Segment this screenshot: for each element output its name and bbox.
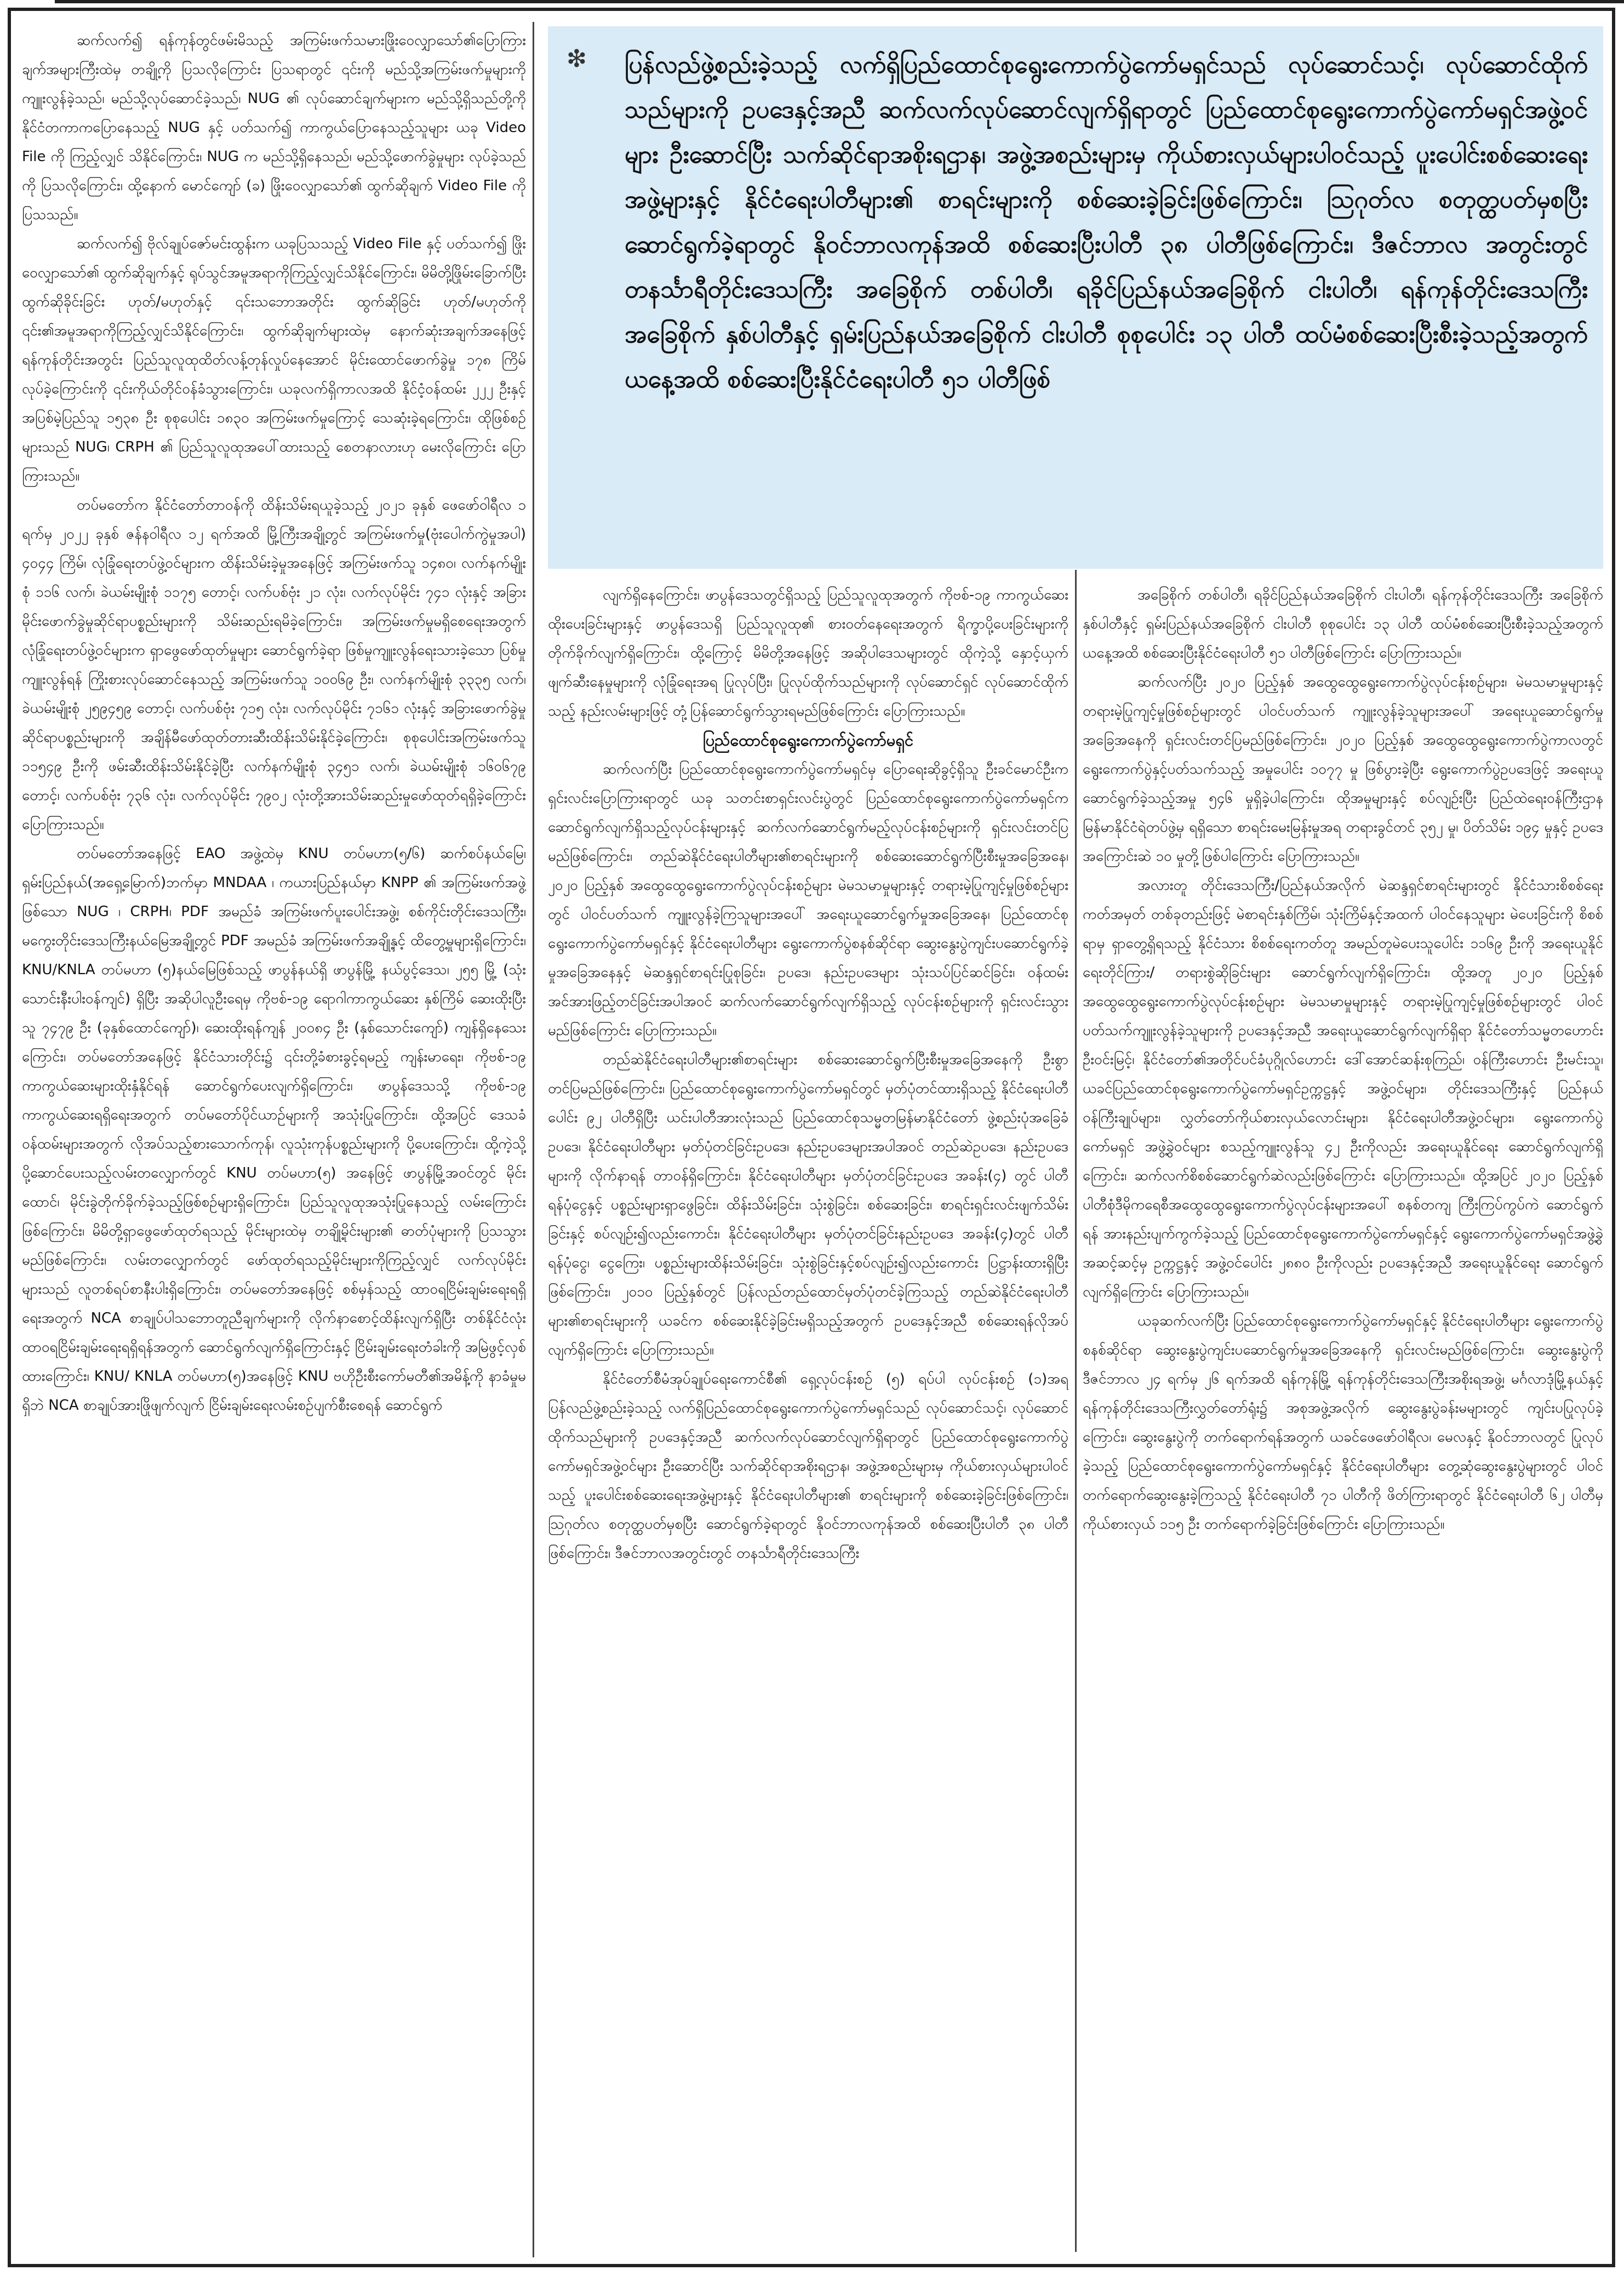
highlight-text: ပြန်လည်ဖွဲ့စည်းခဲ့သည့် လက်ရှိပြည်ထောင်စုရွေးကောက်ပွဲကော်မရှင်သည် လုပ်ဆောင်သင့်၊ လုပ်ဆောင်ထိုက်သည်များကို ဥပဒေနှင့်အညီ ဆက်လက်လုပ်ဆောင်လျက်ရှိရာတွင် ပြည်ထောင်စုရွေးကောက်ပွဲကော်မရှင်အဖွဲ့ဝင်များ ဦးဆောင်ပြီး သက်ဆိုင်ရာအစိုးရဌာန၊ အဖွဲ့အစည်းများမှ ကိုယ်စားလှယ်များပါဝင်သည့် ပူးပေါင်းစစ်ဆေးရေးအဖွဲ့များနှင့် နိုင်ငံရေးပါတီများ၏ စာရင်းများကို စစ်ဆေးခဲ့ခြင်းဖြစ်ကြောင်း၊ ဩဂုတ်လ စတုတ္ထပတ်မှစပြီး ဆောင်ရွက်ခဲ့ရာတွင် နိုဝင်ဘာလကုန်အထိ စစ်ဆေးပြီးပါတီ ၃၈ ပါတီဖြစ်ကြောင်း၊ ဒီဇင်ဘာလ အတွင်းတွင် တနင်္သာရီတိုင်းဒေသကြီး အခြေစိုက် တစ်ပါတီ၊ ရခိုင်ပြည်နယ်အခြေစိုက် ငါးပါတီ၊ ရန်ကုန်တိုင်းဒေသကြီး အခြေစိုက် နှစ်ပါတီနှင့် ရှမ်းပြည်နယ်အခြေစိုက် ငါးပါတီ စုစုပေါင်း ၁၃ ပါတီ ထပ်မံစစ်ဆေးပြီးစီးခဲ့သည့်အတွက် ယနေ့အထိ စစ်ဆေးပြီးနိုင်ငံရေးပါတီ ၅၁ ပါတီဖြစ် <box>625 51 1588 393</box>
paragraph: နိုင်ငံတော်စီမံအုပ်ချုပ်ရေးကောင်စီ၏ ရှေ့လုပ်ငန်းစဉ် (၅) ရပ်ပါ လုပ်ငန်းစဉ် (၁)အရ ပြန်လည်ဖွဲ့စည်းခဲ့သည့် လက်ရှိပြည်ထောင်စုရွေးကောက်ပွဲကော်မရှင်သည် လုပ်ဆောင်သင့်၊ လုပ်ဆောင်ထိုက်သည်များကို ဥပဒေနှင့်အညီ ဆက်လက်လုပ်ဆောင်လျက်ရှိရာတွင် ပြည်ထောင်စုရွေးကောက်ပွဲကော်မရှင်အဖွဲ့ဝင်များ ဦးဆောင်ပြီး သက်ဆိုင်ရာအစိုးရဌာန၊ အဖွဲ့အစည်းများမှ ကိုယ်စားလှယ်များပါဝင်သည့် ပူးပေါင်းစစ်ဆေးရေးအဖွဲ့များနှင့် နိုင်ငံရေးပါတီများ၏ စာရင်းများကို စစ်ဆေးခဲ့ခြင်းဖြစ်ကြောင်း၊ ဩဂုတ်လ စတုတ္ထပတ်မှစပြီး ဆောင်ရွက်ခဲ့ရာတွင် နိုဝင်ဘာလကုန်အထိ စစ်ဆေးပြီးပါတီ ၃၈ ပါတီဖြစ်ကြောင်း၊ ဒီဇင်ဘာလအတွင်းတွင် တနင်္သာရီတိုင်းဒေသကြီး <box>548 1371 1068 1562</box>
paragraph: ဆက်လက်ပြီး ပြည်ထောင်စုရွေးကောက်ပွဲကော်မရှင်မှ ပြောရေးဆိုခွင့်ရှိသူ ဦးခင်မောင်ဦးက ရှင်းလင်းပြောကြားရာတွင် ယခု သတင်းစာရှင်းလင်းပွဲတွင် ပြည်ထောင်စုရွေးကောက်ပွဲကော်မရှင်က ဆောင်ရွက်လျက်ရှိသည့်လုပ်ငန်းများနှင့် ဆက်လက်ဆောင်ရွက်မည့်လုပ်ငန်းစဉ်များကို ရှင်းလင်းတင်ပြမည်ဖြစ်ကြောင်း၊ တည်ဆဲနိုင်ငံရေးပါတီများ၏စာရင်းများကို စစ်ဆေးဆောင်ရွက်ပြီးစီးမှုအခြေအနေ၊ ၂၀၂၀ ပြည့်နှစ် အထွေထွေရွေးကောက်ပွဲလုပ်ငန်းစဉ်များ မဲမသမာမှုများနှင့် တရားမဲ့ပြုကျင့်မှုဖြစ်စဉ်များတွင် ပါဝင်ပတ်သက် ကျူးလွန်ခဲ့ကြသူများအပေါ် အရေးယူဆောင်ရွက်မှုအခြေအနေ၊ ပြည်ထောင်စုရွေးကောက်ပွဲကော်မရှင်နှင့် နိုင်ငံရေးပါတီများ ရွေးကောက်ပွဲစနစ်ဆိုင်ရာ ဆွေးနွေးပွဲကျင်းပဆောင်ရွက်ခဲ့မှုအခြေအနေနှင့် မဲဆန္ဒရှင်စာရင်းပြုစုခြင်း၊ ဥပဒေ၊ နည်းဥပဒေများ သုံးသပ်ပြင်ဆင်ခြင်း၊ ဝန်ထမ်းအင်အားဖြည့်တင်ခြင်းအပါအဝင် ဆက်လက်ဆောင်ရွက်လျက်ရှိသည့် လုပ်ငန်းစဉ်များကို ရှင်းလင်းသွားမည်ဖြစ်ကြောင်း ပြောကြားသည်။ <box>548 761 1068 1039</box>
paragraph: တပ်မတော်အနေဖြင့် EAO အဖွဲ့ထဲမှ KNU တပ်မဟာ(၅/၆) ဆက်စပ်နယ်မြေ၊ ရှမ်းပြည်နယ်(အရှေ့မြောက်)ဘက်မှာ MNDAA ၊ ကယားပြည်နယ်မှာ KNPP ၏ အကြမ်းဖက်အဖွဲ့ဖြစ်သော NUG ၊ CRPH၊ PDF အမည်ခံ အကြမ်းဖက်ပူးပေါင်းအဖွဲ့၊ စစ်ကိုင်းတိုင်းဒေသကြီး၊ မကွေးတိုင်းဒေသကြီးနယ်မြေအချို့တွင် PDF အမည်ခံ အကြမ်းဖက်အချို့နှင့် ထိတွေ့မှုများရှိကြောင်း၊ KNU/KNLA တပ်မဟာ (၅)နယ်မြေဖြစ်သည့် ဖာပွန်နယ်ရှိ ဖာပွန်မြို့ နယ်ပွင့်ဒေသ၊ ၂၅၅ မြို့ (သုံးသောင်းနီးပါးဝန်ကျင်) ရှိပြီး အဆိုပါလူဦးရေမှ ကိုဗစ်-၁၉ ရောဂါကာကွယ်ဆေး နှစ်ကြိမ် ဆေးထိုးပြီးသူ ၇၄၇၉ ဦး (ခုနှစ်ထောင်ကျော်)၊ ဆေးထိုးရန်ကျန် ၂၀၀၈၄ ဦး (နှစ်သောင်းကျော်) ကျန်ရှိနေသေးကြောင်း၊ တပ်မတော်အနေဖြင့် နိုင်ငံသားတိုင်း၌ ၎င်းတို့ခံစားခွင့်ရမည့် ကျန်းမာရေး၊ ကိုဗစ်-၁၉ ကာကွယ်ဆေးများထိုးနှံနိုင်ရန် ဆောင်ရွက်ပေးလျက်ရှိကြောင်း၊ ဖာပွန်ဒေသသို့ ကိုဗစ်-၁၉ ကာကွယ်ဆေးရရှိရေးအတွက် တပ်မတော်ပိုင်ယာဉ်များကို အသုံးပြုကြောင်း၊ ထို့အပြင် ဒေသခံဝန်ထမ်းများအတွက် လိုအပ်သည့်စားသောက်ကုန်၊ လူသုံးကုန်ပစ္စည်းများကို ပို့ပေးကြောင်း၊ ထို့ကဲ့သို့ ပို့ဆောင်ပေးသည့်လမ်းတလျှောက်တွင် KNU တပ်မဟာ(၅) အနေဖြင့် ဖာပွန်မြို့အဝင်တွင် မိုင်းထောင်၊ မိုင်းခွဲတိုက်ခိုက်ခဲ့သည့်ဖြစ်စဉ်များရှိကြောင်း၊ ပြည်သူလူထုအသုံးပြုနေသည့် လမ်းကြောင်းဖြစ်ကြောင်း၊ မိမိတို့ရှာဖွေဖော်ထုတ်ရသည့် မိုင်းများထဲမှ တချို့မိုင်းများ၏ ဓာတ်ပုံများကို ပြသသွားမည်ဖြစ်ကြောင်း၊ လမ်းတလျှောက်တွင် ဖော်ထုတ်ရသည့်မိုင်းများကိုကြည့်လျှင် လက်လုပ်မိုင်းများသည် လူတစ်ရပ်စာနီးပါးရှိကြောင်း၊ တပ်မတော်အနေဖြင့် စစ်မှန်သည့် ထာဝရငြိမ်းချမ်းရေးရရှိရေးအတွက် NCA စာချုပ်ပါသဘောတူညီချက်များကို လိုက်နာစောင့်ထိန်းလျက်ရှိပြီး တစ်နိုင်ငံလုံး ထာဝရငြိမ်းချမ်းရေးရရှိရန်အတွက် ဆောင်ရွက်လျက်ရှိကြောင်းနှင့် ငြိမ်းချမ်းရေးတံခါးကို အမြဲဖွင့်လှစ်ထားကြောင်း၊ KNU/ KNLA တပ်မဟာ(၅)အနေဖြင့် KNU ဗဟိုဦးစီးကော်မတီ၏အမိန့်ကို နာခံမှုမရှိဘဲ NCA စာချုပ်အားဖြိုဖျက်လျက် ငြိမ်းချမ်းရေးလမ်းစဉ်ပျက်စီးစေရန် ဆောင်ရွက် <box>22 845 526 1414</box>
column-divider-2 <box>1075 570 1077 2252</box>
paragraph: လျက်ရှိနေကြောင်း၊ ဖာပွန်ဒေသတွင်ရှိသည့် ပြည်သူလူထုအတွက် ကိုဗစ်-၁၉ ကာကွယ်ဆေးထိုးပေးခြင်းများနှင့် ဖာပွန်ဒေသရှိ ပြည်သူလူထု၏ စားဝတ်နေရေးအတွက် ရိက္ခာပို့ပေးခြင်းများကို တိုက်ခိုက်လျက်ရှိကြောင်း၊ ထို့ကြောင့် မိမိတို့အနေဖြင့် အဆိုပါဒေသများတွင် ထိုကဲ့သို့ နှောင့်ယှက်ဖျက်ဆီးနေမှုများကို လုံခြုံရေးအရ ပြုလုပ်ပြီး၊ ပြုလုပ်ထိုက်သည်များကို လုပ်ဆောင်ရှင် လုပ်ဆောင်ထိုက်သည့် နည်းလမ်းများဖြင့် တုံ့ပြန်ဆောင်ရွက်သွားရမည်ဖြစ်ကြောင်း ပြောကြားသည်။ <box>548 587 1068 719</box>
paragraph: ဆက်လက်ပြီး ၂၀၂၀ ပြည့်နှစ် အထွေထွေရွေးကောက်ပွဲလုပ်ငန်းစဉ်များ၊ မဲမသမာမှုများနှင့် တရားမဲ့ပြုကျင့်မှုဖြစ်စဉ်များတွင် ပါဝင်ပတ်သက် ကျူးလွန်ခဲ့သူများအပေါ် အရေးယူဆောင်ရွက်မှုအခြေအနေကို ရှင်းလင်းတင်ပြမည်ဖြစ်ကြောင်း၊ ၂၀၂၀ ပြည့်နှစ် အထွေထွေရွေးကောက်ပွဲကာလတွင် ရွေးကောက်ပွဲနှင့်ပတ်သက်သည့် အမှုပေါင်း ၁၀၇၇ မှု ဖြစ်ပွားခဲ့ပြီး ရွေးကောက်ပွဲဥပဒေဖြင့် အရေးယူဆောင်ရွက်ခဲ့သည့်အမှု ၅၄၆ မှုရှိခဲ့ပါကြောင်း၊ ထိုအမှုများနှင့် စပ်လျဉ်းပြီး ပြည်ထဲရေးဝန်ကြီးဌာန မြန်မာနိုင်ငံရဲတပ်ဖွဲ့မှ ရရှိသော စာရင်းမေးမြန်းမှုအရ တရားခွင်တင် ၃၅၂ မှု၊ ပိတ်သိမ်း ၁၉၄ မှုနှင့် ဥပဒေအကြောင်းဆဲ ၁၀ မှုတို့ဖြစ်ပါကြောင်း ပြောကြားသည်။ <box>1083 674 1603 865</box>
column-c <box>1083 581 1603 2252</box>
paragraph: ဆက်လက်၍ ရန်ကုန်တွင်ဖမ်းမိသည့် အကြမ်းဖက်သမားဖြိုးဝေလျှာသော်၏ပြောကြားချက်အများကြီးထဲမှ တချို့ကို ပြသလိုကြောင်း ပြသရာတွင် ၎င်းကို မည်သို့အကြမ်းဖက်မှုများကို ကျူးလွန်ခဲ့သည်၊ မည်သို့လုပ်ဆောင်ခဲ့သည်၊ NUG ၏ လုပ်ဆောင်ချက်များက မည်သို့ရှိသည်တို့ကို နိုင်ငံတကာကပြောနေသည့် NUG နှင့် ပတ်သက်၍ ကာကွယ်ပြောနေသည့်သူများ ယခု Video File ကို ကြည့်လျှင် သိနိုင်ကြောင်း၊ NUG က မည်သို့ရှိနေသည်၊ မည်သို့ဖောက်ခွဲမှုများ လုပ်ခဲ့သည်ကို ပြသလိုကြောင်း၊ ထို့နောက် မောင်ကျော် (ခ) ဖြိုးဝေလျှာသော်၏ ထွက်ဆိုချက် Video File ကို ပြသသည်။ <box>22 32 526 223</box>
section-subhead: ပြည်ထောင်စုရွေးကောက်ပွဲကော်မရှင် <box>702 731 914 750</box>
column-divider-1 <box>533 22 534 2257</box>
column-a <box>22 26 526 2251</box>
paragraph: အခြေစိုက် တစ်ပါတီ၊ ရခိုင်ပြည်နယ်အခြေစိုက် ငါးပါတီ၊ ရန်ကုန်တိုင်းဒေသကြီး အခြေစိုက် နှစ်ပါတီနှင့် ရှမ်းပြည်နယ်အခြေစိုက် ငါးပါတီ စုစုပေါင်း ၁၃ ပါတီ ထပ်မံစစ်ဆေးပြီးစီးခဲ့သည့်အတွက် ယနေ့အထိ စစ်ဆေးပြီးနိုင်ငံရေးပါတီ ၅၁ ပါတီဖြစ်ကြောင်း ပြောကြားသည်။ <box>1083 587 1603 661</box>
column-b <box>548 581 1068 2252</box>
highlight-mark-icon: ❇ <box>567 45 587 73</box>
highlight-box <box>548 26 1603 569</box>
paragraph: အလားတူ တိုင်းဒေသကြီး/ပြည်နယ်အလိုက် မဲဆန္ဒရှင်စာရင်းများတွင် နိုင်ငံသားစိစစ်ရေးကတ်အမှတ် တစ်ခုတည်းဖြင့် မဲစာရင်းနှစ်ကြိမ်၊ သုံးကြိမ်နှင့်အထက် ပါဝင်နေသူများ မဲပေးခြင်းကို စိစစ်ရာမှ ရှာတွေ့ရှိရသည့် နိုင်ငံသား စိစစ်ရေးကတ်တူ အမည်တူမဲပေးသူပေါင်း ၁၁၆၉ ဦးကို အရေးယူနိုင်ရေးတိုင်ကြား/ တရားစွဲဆိုခြင်းများ ဆောင်ရွက်လျက်ရှိကြောင်း၊ ထို့အတူ ၂၀၂၀ ပြည့်နှစ် အထွေထွေရွေးကောက်ပွဲလုပ်ငန်းစဉ်များ မဲမသမာမှုများနှင့် တရားမဲ့ပြုကျင့်မှုဖြစ်စဉ်များတွင် ပါဝင်ပတ်သက်ကျူးလွန်ခဲ့သူများကို ဥပဒေနှင့်အညီ အရေးယူဆောင်ရွက်လျက်ရှိရာ နိုင်ငံတော်သမ္မတဟောင်း ဦးဝင်းမြင့်၊ နိုင်ငံတော်၏အတိုင်ပင်ခံပုဂ္ဂိုလ်ဟောင်း ဒေါ်အောင်ဆန်းစုကြည်၊ ဝန်ကြီးဟောင်း ဦးမင်းသူ၊ ယခင်ပြည်ထောင်စုရွေးကောက်ပွဲကော်မရှင်ဥက္ကဋ္ဌနှင့် အဖွဲ့ဝင်များ၊ တိုင်းဒေသကြီးနှင့် ပြည်နယ်ဝန်ကြီးချုပ်များ၊ လွှတ်တော်ကိုယ်စားလှယ်လောင်းများ၊ နိုင်ငံရေးပါတီအဖွဲ့ဝင်များ၊ ရွေးကောက်ပွဲကော်မရှင် အဖွဲ့ခွဲဝင်များ စသည့်ကျူးလွန်သူ ၄၂ ဦးကိုလည်း အရေးယူနိုင်ရေး ဆောင်ရွက်လျက်ရှိကြောင်း၊ ဆက်လက်စိစစ်ဆောင်ရွက်ဆဲလည်းဖြစ်ကြောင်း ပြောကြားသည်။ ထို့အပြင် ၂၀၂၀ ပြည့်နှစ် ပါတီစုံဒီမိုကရေစီအထွေထွေရွေးကောက်ပွဲလုပ်ငန်းများအပေါ် စနစ်တကျ ကြီးကြပ်ကွပ်ကဲ ဆောင်ရွက်ရန် အားနည်းပျက်ကွက်ခဲ့သည့် ပြည်ထောင်စုရွေးကောက်ပွဲကော်မရှင်နှင့် ရွေးကောက်ပွဲကော်မရှင်အဖွဲ့ခွဲအဆင့်ဆင့်မှ ဥက္ကဋ္ဌနှင့် အဖွဲ့ဝင်ပေါင်း ၂၈၈၀ ဦးကိုလည်း ဥပဒေနှင့်အညီ အရေးယူနိုင်ရေး ဆောင်ရွက်လျက်ရှိကြောင်း ပြောကြားသည်။ <box>1083 877 1603 1300</box>
paragraph: တည်ဆဲနိုင်ငံရေးပါတီများ၏စာရင်းများ စစ်ဆေးဆောင်ရွက်ပြီးစီးမှုအခြေအနေကို ဦးစွာတင်ပြမည်ဖြစ်ကြောင်း၊ ပြည်ထောင်စုရွေးကောက်ပွဲကော်မရှင်တွင် မှတ်ပုံတင်ထားရှိသည့် နိုင်ငံရေးပါတီပေါင်း ၉၂ ပါတီရှိပြီး ယင်းပါတီအားလုံးသည် ပြည်ထောင်စုသမ္မတမြန်မာနိုင်ငံတော် ဖွဲ့စည်းပုံအခြေခံဥပဒေ၊ နိုင်ငံရေးပါတီများ မှတ်ပုံတင်ခြင်းဥပဒေ၊ နည်းဥပဒေများအပါအဝင် တည်ဆဲဥပဒေ၊ နည်းဥပဒေများကို လိုက်နာရန် တာဝန်ရှိကြောင်း၊ နိုင်ငံရေးပါတီများ မှတ်ပုံတင်ခြင်းဥပဒေ အခန်း(၄) တွင် ပါတီရန်ပုံငွေနှင့် ပစ္စည်းများရှာဖွေခြင်း၊ ထိန်းသိမ်းခြင်း၊ သုံးစွဲခြင်း၊ စစ်ဆေးခြင်း၊ စာရင်းရှင်းလင်းဖျက်သိမ်းခြင်းနှင့် စပ်လျဉ်း၍လည်းကောင်း၊ နိုင်ငံရေးပါတီများ မှတ်ပုံတင်ခြင်းနည်းဥပဒေ အခန်း(၄)တွင် ပါတီရန်ပုံငွေ၊ ငွေကြေး၊ ပစ္စည်းများထိန်းသိမ်းခြင်း၊ သုံးစွဲခြင်းနှင့်စပ်လျဉ်း၍လည်းကောင်း ပြဋ္ဌာန်းထားရှိပြီးဖြစ်ကြောင်း၊ ၂၀၁၀ ပြည့်နှစ်တွင် ပြန်လည်တည်ထောင်မှတ်ပုံတင်ခဲ့ကြသည့် တည်ဆဲနိုင်ငံရေးပါတီများ၏စာရင်းများကို ယခင်က စစ်ဆေးနိုင်ခဲ့ခြင်းမရှိသည့်အတွက် ဥပဒေနှင့်အညီ စစ်ဆေးရန်လိုအပ်လျက်ရှိကြောင်း ပြောကြားသည်။ <box>548 1051 1068 1358</box>
top-rule <box>55 0 1624 3</box>
paragraph: ဆက်လက်၍ ဗိုလ်ချုပ်ဇော်မင်းထွန်းက ယခုပြသသည့် Video File နှင့် ပတ်သက်၍ ဖြိုးဝေလျှာသော်၏ ထွက်ဆိုချက်နှင့် ရုပ်သွင်အမူအရာကိုကြည့်လျှင်သိနိုင်ကြောင်း၊ မိမိတို့ဖြိုမ်းခြောက်ပြီးထွက်ဆိုခိုင်းခြင်း ဟုတ်/မဟုတ်နှင့် ၎င်းသဘောအတိုင်း ထွက်ဆိုခြင်း ဟုတ်/မဟုတ်ကို ၎င်း၏အမူအရာကိုကြည့်လျှင်သိနိုင်ကြောင်း၊ ထွက်ဆိုချက်များထဲမှ နောက်ဆုံးအချက်အနေဖြင့် ရန်ကုန်တိုင်းအတွင်း ပြည်သူလူထုထိတ်လန့်တုန်လှုပ်နေအောင် မိုင်းထောင်ဖောက်ခွဲမှု ၁၇၈ ကြိမ် လုပ်ခဲ့ကြောင်းကို ၎င်းကိုယ်တိုင်ဝန်ခံသွားကြောင်း၊ ယခုလက်ရှိကာလအထိ နိုင်ငံ့ဝန်ထမ်း ၂၂၂ ဦးနှင့် အပြစ်မဲ့ပြည်သူ ၁၅၃၈ ဦး စုစုပေါင်း ၁၈၃၀ အကြမ်းဖက်မှုကြောင့် သေဆုံးခဲ့ရကြောင်း၊ ထိုဖြစ်စဉ်များသည် NUG၊ CRPH ၏ ပြည်သူလူထုအပေါ်ထားသည့် စေတနာလားဟု မေးလိုကြောင်း ပြောကြားသည်။ <box>22 236 526 484</box>
paragraph: တပ်မတော်က နိုင်ငံတော်တာဝန်ကို ထိန်းသိမ်းရယူခဲ့သည့် ၂၀၂၁ ခုနှစ် ဖေဖော်ဝါရီလ ၁ ရက်မှ ၂၀၂၂ ခုနှစ် ဇန်နဝါရီလ ၁၂ ရက်အထိ မြို့ကြီးအချို့တွင် အကြမ်းဖက်မှု(ဗုံးပေါက်ကွဲမှုအပါ) ၄၀၄၄ ကြိမ်၊ လုံခြုံရေးတပ်ဖွဲ့ဝင်များက ထိန်းသိမ်းခဲ့မှုအနေဖြင့် အကြမ်းဖက်သူ ၁၄၈၀၊ လက်နက်မျိုးစုံ ၁၁၆ လက်၊ ခဲယမ်းမျိုးစုံ ၁၁၇၅ တောင့်၊ လက်ပစ်ဗုံး ၂၁ လုံး၊ လက်လုပ်မိုင်း ၇၄၁ လုံးနှင့် အခြားမိုင်းဖောက်ခွဲမှုဆိုင်ရာပစ္စည်းများကို သိမ်းဆည်းရမိခဲ့ကြောင်း၊ အကြမ်းဖက်မှုမရှိစေရေးအတွက် လုံခြုံရေးတပ်ဖွဲ့ဝင်များက ရှာဖွေဖော်ထုတ်မှုများ ဆောင်ရွက်ခဲ့ရာ ဖြစ်မှုကျူးလွန်ရေးသားခဲ့သော ပြစ်မှုကျူးလွန်ရန် ကြိုးစားလုပ်ဆောင်နေသည့် အကြမ်းဖက်သူ ၁၀၀၆၉ ဦး၊ လက်နက်မျိုးစုံ ၃၃၃၅ လက်၊ ခဲယမ်းမျိုးစုံ ၂၅၉၄၅၉ တောင့်၊ လက်ပစ်ဗုံး ၇၁၅ လုံး၊ လက်လုပ်မိုင်း ၇၁၆၁ လုံးနှင့် အခြားဖောက်ခွဲမှုဆိုင်ရာပစ္စည်းများကို အချိန်မီဖော်ထုတ်တားဆီးထိန်းသိမ်းနိုင်ခဲ့ကြောင်း၊ စုစုပေါင်းအကြမ်းဖက်သူ ၁၁၅၄၉ ဦးကို ဖမ်းဆီးထိန်းသိမ်းနိုင်ခဲ့ပြီး လက်နက်မျိုးစုံ ၃၄၅၁ လက်၊ ခဲယမ်းမျိုးစုံ ၁၆၀၆၇၉ တောင့်၊ လက်ပစ်ဗုံး ၇၃၆ လုံး၊ လက်လုပ်မိုင်း ၇၉၀၂ လုံးတို့အားသိမ်းဆည်းမှုဖော်ထုတ်ရရှိခဲ့ကြောင်း ပြောကြားသည်။ <box>22 497 526 833</box>
paragraph: ယခုဆက်လက်ပြီး ပြည်ထောင်စုရွေးကောက်ပွဲကော်မရှင်နှင့် နိုင်ငံရေးပါတီများ ရွေးကောက်ပွဲစနစ်ဆိုင်ရာ ဆွေးနွေးပွဲကျင်းပဆောင်ရွက်မှုအခြေအနေကို ရှင်းလင်းမည်ဖြစ်ကြောင်း၊ ဆွေးနွေးပွဲကို ဒီဇင်ဘာလ ၂၄ ရက်မှ ၂၆ ရက်အထိ ရန်ကုန်မြို့ ရန်ကုန်တိုင်းဒေသကြီးအစိုးရအဖွဲ့၊ မင်္ဂလာဒုံမြို့နယ်နှင့် ရန်ကုန်တိုင်းဒေသကြီးလွှတ်တော်ရုံး၌ အစုအဖွဲ့အလိုက် ဆွေးနွေးပွဲခန်းမများတွင် ကျင်းပပြုလုပ်ခဲ့ကြောင်း၊ ဆွေးနွေးပွဲကို တက်ရောက်ရန်အတွက် ယခင်ဖေဖော်ဝါရီလ၊ မေလနှင့် နိုဝင်ဘာလတွင် ပြုလုပ်ခဲ့သည့် ပြည်ထောင်စုရွေးကောက်ပွဲကော်မရှင်နှင့် နိုင်ငံရေးပါတီများ တွေ့ဆုံဆွေးနွေးပွဲများတွင် ပါဝင်တက်ရောက်ဆွေးနွေးခဲ့ကြသည့် နိုင်ငံရေးပါတီ ၇၁ ပါတီကို ဖိတ်ကြားရာတွင် နိုင်ငံရေးပါတီ ၆၂ ပါတီမှ ကိုယ်စားလှယ် ၁၁၅ ဦး တက်ရောက်ခဲ့ခြင်းဖြစ်ကြောင်း ပြောကြားသည်။ <box>1083 1313 1603 1532</box>
